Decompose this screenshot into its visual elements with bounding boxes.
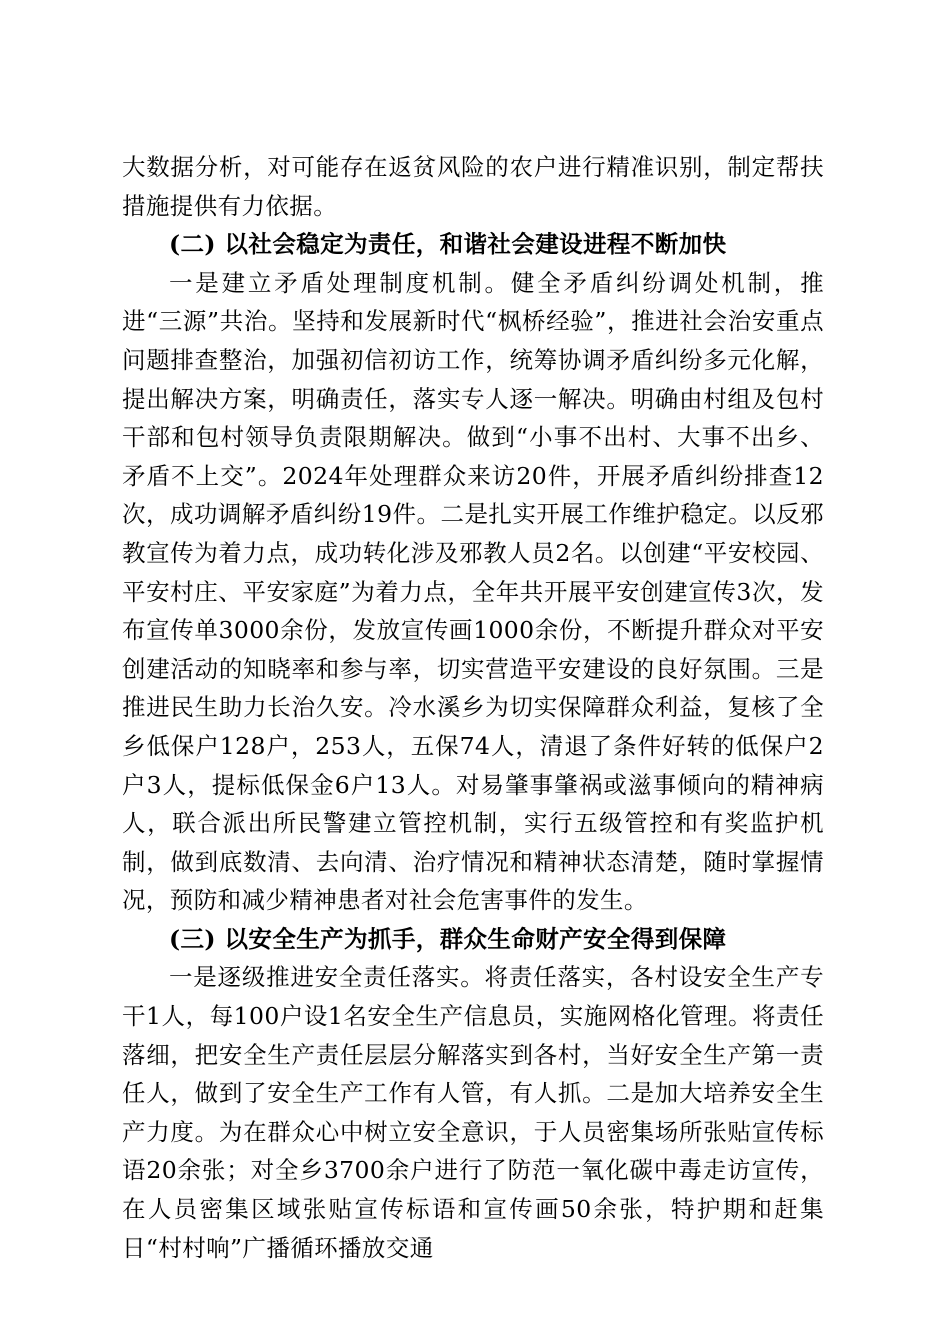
paragraph-continuation: 大数据分析，对可能存在返贫风险的农户进行精准识别，制定帮扶措施提供有力依据。	[122, 153, 824, 220]
paragraph-social-stability: 一是建立矛盾处理制度机制。健全矛盾纠纷调处机制，推进“三源”共治。坚持和发展新时代“枫桥经验”，推进社会治安重点问题排查整治，加强初信初访工作，统筹协调矛盾纠纷多元化解，提出解决方案，明确责任，落实专人逐一解决。明确由村组及包村干部和包村领导负责限期解决。做到“小事不出村、大事不出乡、矛盾不上交”。2024年处理群众来访20件，开展矛盾纠纷排查12次，成功调解矛盾纠纷19件。二是扎实开展工作维护稳定。以反邪教宣传为着力点，成功转化涉及邪教人员2名。以创建“平安校园、平安村庄、平安家庭”为着力点，全年共开展平安创建宣传3次，发布宣传单3000余份，发放宣传画1000余份，不断提升群众对平安创建活动的知晓率和参与率，切实营造平安建设的良好氛围。三是推进民生助力长治久安。冷水溪乡为切实保障群众利益，复核了全乡低保户128户，253人，五保74人，清退了条件好转的低保户2户3人，提标低保金6户13人。对易肇事肇祸或滋事倾向的精神病人，联合派出所民警建立管控机制，实行五级管控和有奖监护机制，做到底数清、去向清、治疗情况和精神状态清楚，随时掌握情况，预防和减少精神患者对社会危害事件的发生。	[122, 268, 824, 915]
document-body	[122, 148, 824, 1267]
section-heading-2: (二) 以社会稳定为责任，和谐社会建设进程不断加快	[169, 230, 727, 259]
section-heading-3: (三) 以安全生产为抓手，群众生命财产安全得到保障	[169, 924, 727, 953]
paragraph-safety-production: 一是逐级推进安全责任落实。将责任落实，各村设安全生产专干1人，每100户设1名安全生产信息员，实施网格化管理。将责任落细，把安全生产责任层层分解落实到各村，当好安全生产第一责任人，做到了安全生产工作有人管，有人抓。二是加大培养安全生产力度。为在群众心中树立安全意识，于人员密集场所张贴宣传标语20余张；对全乡3700余户进行了防范一氧化碳中毒走访宣传，在人员密集区域张贴宣传标语和宣传画50余张，特护期和赶集日“村村响”广播循环播放交通	[122, 963, 824, 1262]
